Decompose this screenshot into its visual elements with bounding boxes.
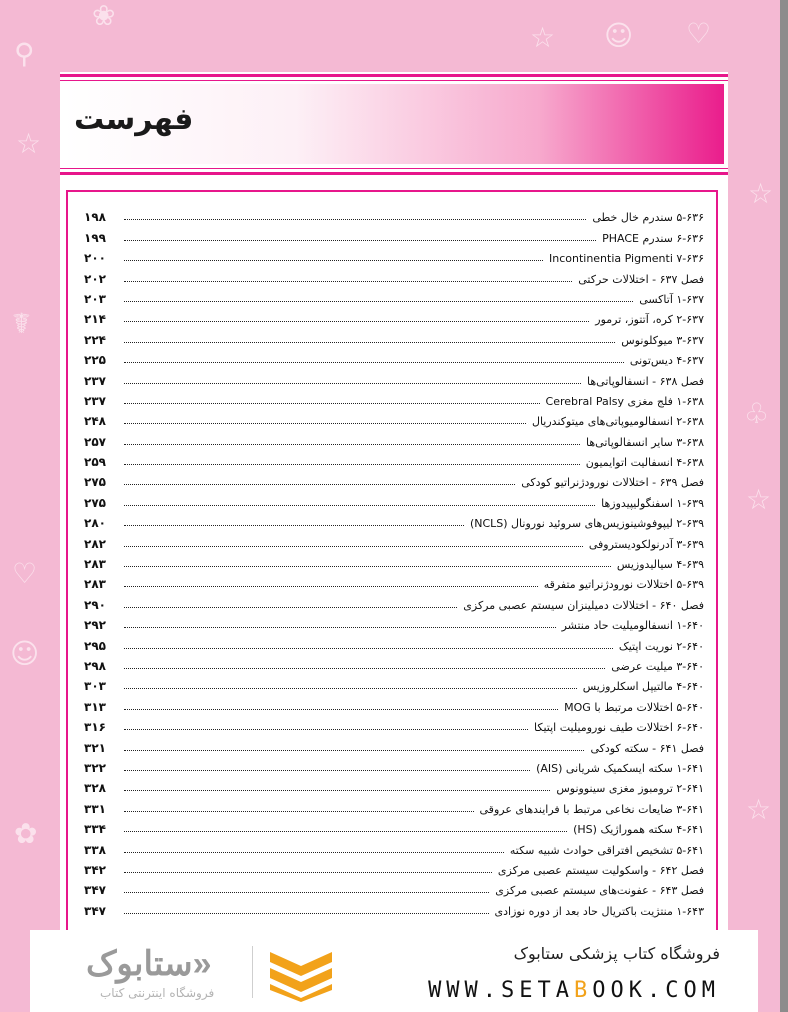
toc-entry[interactable] [84,693,704,713]
stethoscope-icon: ☤ [12,307,31,340]
toc-entry-title: ۱-۶۴۳ منتژیت باکتریال حاد بعد از دوره نوزادی [494,904,704,918]
toc-entry[interactable] [84,428,704,448]
toc-entry[interactable] [84,489,704,509]
toc-entry-title: فصل ۶۴۰ - اختلالات دمیلینزان سیستم عصبی مرکزی [463,598,704,612]
dot-leader [124,382,581,384]
toc-entry-page: ۲۴۸ [84,414,106,429]
toc-entry-title: ۳-۶۳۸ سایر انسفالوپاتی‌ها [586,435,704,449]
toc-entry-title: ۵-۶۳۶ سندرم خال خطی [592,211,704,225]
dot-leader [124,545,583,547]
toc-entry[interactable] [84,551,704,571]
toc-entry-title: ۱-۶۴۱ سکته ایسکمیک شریانی (AIS) [536,761,704,775]
dot-leader [124,422,526,424]
sock-icon: ♡ [12,557,38,590]
dot-leader [124,647,613,649]
toc-entry-title: ۱-۶۳۷ آتاکسی [639,292,704,306]
toc-entry-page: ۲۹۰ [84,597,106,612]
brand-logo-subtitle: فروشگاه اینترنتی کتاب [100,986,215,1000]
toc-entry[interactable] [84,612,704,632]
star-icon: ☆ [530,21,556,54]
toc-entry-title: فصل ۶۴۲ - واسکولیت سیستم عصبی مرکزی [497,863,704,877]
dot-leader [124,851,504,853]
toc-entry-page: ۳۲۲ [84,760,106,775]
toc-entry-title: ۴-۶۳۹ سیالیدوزیس [616,558,704,572]
toc-entry[interactable] [84,408,704,428]
dot-leader [124,687,577,689]
baby-face-icon: ☺ [604,19,634,52]
toc-entry-page: ۳۰۳ [84,679,106,694]
toc-entry[interactable] [84,755,704,775]
dot-leader [124,504,595,506]
dot-leader [124,239,596,241]
book-logo-icon [266,944,336,1002]
dot-leader [124,280,572,282]
toc-entry[interactable] [84,632,704,652]
toc-entry-title: ۶-۶۳۶ سندرم PHACE [602,231,704,245]
toc-entry[interactable] [84,388,704,408]
top-rule-thin [60,80,728,81]
toc-entry-page: ۲۸۲ [84,536,106,551]
toc-entry-title: ۵-۶۳۹ اختلالات نورودژنراتیو متفرقه [543,578,704,592]
toc-entry-title: فصل ۶۳۹ - اختلالات نورودژنراتیو کودکی [521,476,704,490]
footer-banner [30,930,758,1012]
toc-entry-page: ۲۰۲ [84,271,106,286]
dot-leader [124,585,538,587]
pacifier-icon: ✿ [14,817,38,850]
toc-entry-title: فصل ۶۴۳ - عفونت‌های سیستم عصبی مرکزی [495,884,704,898]
toc-entry-title: ۴-۶۴۱ سکته هموراژیک (HS) [573,823,704,837]
dot-leader [124,810,474,812]
url-suffix: OOK.COM [592,978,720,1003]
logo-divider [252,946,253,998]
dot-leader [124,728,528,730]
store-url[interactable] [428,978,720,1003]
baby-bib-icon: ❀ [92,0,116,32]
dot-leader [124,524,464,526]
toc-entry-title: ۷-۶۳۶ Incontinentia Pigmenti [548,252,704,266]
toc-entry[interactable] [84,265,704,285]
url-highlight: B [574,978,593,1003]
toc-entry-page: ۳۳۴ [84,822,106,837]
top-rule [60,74,728,77]
toc-entry-title: ۲-۶۳۷ کره، آتتوز، ترمور [595,313,704,327]
dot-leader [124,749,584,751]
toc-entry[interactable] [84,245,704,265]
toc-entry-page: ۳۴۲ [84,862,106,877]
toc-entry[interactable] [84,795,704,815]
dot-leader [124,443,580,445]
brand-logo-text: ستابوک» [86,945,212,983]
toc-entry-page: ۲۱۴ [84,312,106,327]
toc-entry[interactable] [84,714,704,734]
dot-leader [124,667,605,669]
toc-entry-page: ۲۹۸ [84,658,106,673]
dot-leader [124,463,580,465]
url-prefix: WWW. [428,978,502,1003]
toc-entry-page: ۲۸۰ [84,516,106,531]
toc-entry-page: ۲۸۳ [84,557,106,572]
url-seta: SETA [501,978,575,1003]
toc-entry[interactable] [84,367,704,387]
toc-entry-page: ۳۳۱ [84,801,106,816]
toc-entry-page: ۲۲۴ [84,332,106,347]
toc-entry[interactable] [84,653,704,673]
toc-entry[interactable] [84,469,704,489]
toc-entry[interactable] [84,591,704,611]
toc-entry-title: فصل ۶۳۷ - اختلالات حرکتی [578,272,704,286]
star-icon: ☆ [746,483,772,516]
toc-entry-title: ۴-۶۳۸ انسفالیت اتوایمیون [585,456,704,470]
dot-leader [124,789,550,791]
toc-entry-page: ۳۴۷ [84,903,106,918]
toc-entry-page: ۲۵۹ [84,455,106,470]
dot-leader [124,402,540,404]
toc-entry-page: ۱۹۹ [84,230,106,245]
toc-entry-page: ۲۷۵ [84,475,106,490]
edge-strip [780,0,788,1012]
toc-entry[interactable] [84,204,704,224]
toc-entry-page: ۲۹۲ [84,618,106,633]
star-icon: ☆ [748,177,774,210]
dot-leader [124,341,615,343]
toc-entry[interactable] [84,530,704,550]
toc-entry-title: ۳-۶۴۱ ضایعات نخاعی مرتبط با فرایندهای عروقی [479,802,704,816]
toc-entry-title: ۲-۶۳۹ لیپوفوشینوزیس‌های سروئید نورونال (NCLS) [469,517,704,531]
dot-leader [124,320,589,322]
dot-leader [124,708,558,710]
toc-entry-page: ۲۷۵ [84,495,106,510]
toc-entry-page: ۳۱۶ [84,720,106,735]
page-title: فهرست [74,102,194,137]
toc-entry[interactable] [84,347,704,367]
toc-entry-page: ۳۲۸ [84,781,106,796]
toc-entry-title: فصل ۶۳۸ - انسفالوپاتی‌ها [587,374,704,388]
toc-entry[interactable] [84,286,704,306]
dot-leader [124,361,624,363]
toc-entry[interactable] [84,224,704,244]
toc-entry[interactable] [84,449,704,469]
toc-entry-page: ۲۲۵ [84,353,106,368]
toc-entry-title: ۱-۶۳۸ فلج مغزی Cerebral Palsy [545,394,704,408]
sock-icon: ♡ [686,17,712,50]
toc-entry[interactable] [84,306,704,326]
dot-leader [124,483,515,485]
dot-leader [124,565,611,567]
dot-leader [124,626,556,628]
dot-leader [124,300,633,302]
rattle-icon: ⚲ [14,37,35,70]
toc-entry[interactable] [84,857,704,877]
table-of-contents [84,204,704,918]
toc-entry-page: ۲۸۳ [84,577,106,592]
toc-entry-title: فصل ۶۴۱ - سکته کودکی [590,741,704,755]
toc-entry-title: ۳-۶۳۷ میوکلونوس [621,333,704,347]
toc-entry[interactable] [84,897,704,917]
toc-entry[interactable] [84,326,704,346]
toc-entry[interactable] [84,510,704,530]
bottom-rule-thick [60,172,728,175]
toc-entry[interactable] [84,775,704,795]
dot-leader [124,871,492,873]
toc-entry-title: ۱-۶۴۰ انسفالومیلیت حاد منتشر [561,619,704,633]
star-icon: ☆ [16,127,42,160]
toc-entry-title: ۵-۶۴۰ اختلالات مرتبط با MOG [564,700,704,714]
store-name: فروشگاه کتاب پزشکی ستابوک [513,944,720,963]
dot-leader [124,830,567,832]
dot-leader [124,606,457,608]
baby-face-icon: ☺ [10,637,40,670]
dot-leader [124,912,489,914]
toc-entry-page: ۲۳۷ [84,393,106,408]
toc-entry-title: ۲-۶۴۰ نوریت اپتیک [618,639,704,653]
toc-entry-page: ۲۳۷ [84,373,106,388]
toc-entry-title: ۲-۶۳۸ انسفالومیوپاتی‌های میتوکندریال [531,415,704,429]
toc-entry-page: ۲۰۳ [84,291,106,306]
dot-leader [124,891,489,893]
toc-entry-title: ۲-۶۴۱ ترومبوز مغزی سینوونوس [556,782,704,796]
dot-leader [124,259,543,261]
toc-entry-title: ۴-۶۴۰ مالتیپل اسکلروزیس [582,680,704,694]
bottom-rule [60,168,728,169]
dot-leader [124,769,530,771]
toc-entry-page: ۳۴۷ [84,883,106,898]
toc-entry-page: ۳۱۳ [84,699,106,714]
toc-entry-title: ۳-۶۳۹ آدرنولکودیستروفی [588,537,704,551]
toc-entry-page: ۲۵۷ [84,434,106,449]
dot-leader [124,218,586,220]
toc-entry-page: ۱۹۸ [84,210,106,225]
toc-entry-title: ۵-۶۴۱ تشخیص افتراقی حوادث شبیه سکته [509,843,704,857]
toc-entry-page: ۲۰۰ [84,251,106,266]
toc-entry[interactable] [84,877,704,897]
toc-entry-page: ۲۹۵ [84,638,106,653]
toc-entry-title: ۶-۶۴۰ اختلالات طیف نورومیلیت اپتیکا [534,721,704,735]
toc-entry-title: ۳-۶۴۰ میلیت عرضی [611,659,704,673]
toc-entry[interactable] [84,571,704,591]
toc-entry-page: ۳۲۱ [84,740,106,755]
star-icon: ☆ [746,793,772,826]
toc-entry[interactable] [84,734,704,754]
baby-bottle-icon: ♧ [744,397,770,430]
toc-entry-title: ۱-۶۳۹ اسفنگولیپیدوزها [601,496,704,510]
toc-entry[interactable] [84,816,704,836]
toc-entry[interactable] [84,673,704,693]
toc-entry[interactable] [84,836,704,856]
toc-entry-page: ۳۳۸ [84,842,106,857]
toc-entry-title: ۴-۶۳۷ دیس‌تونی [629,354,704,368]
